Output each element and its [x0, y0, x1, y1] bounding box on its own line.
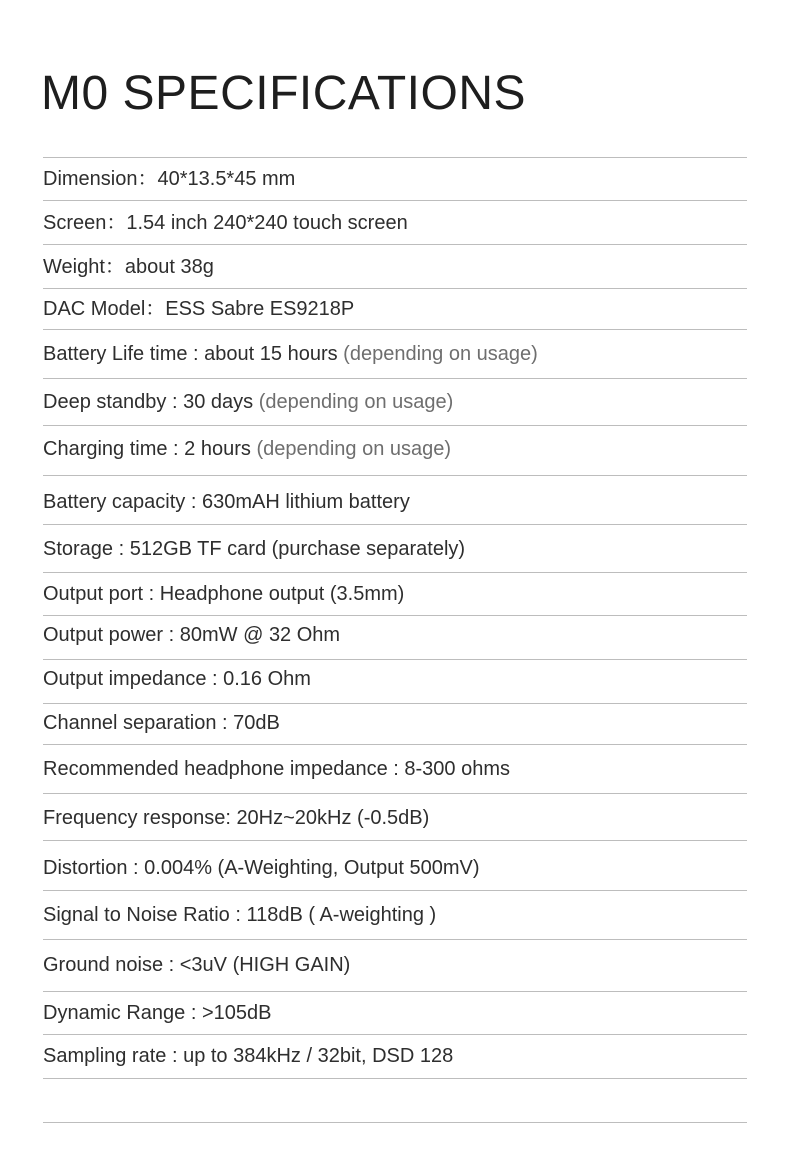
- spec-text: Battery Life time : about 15 hours: [43, 343, 344, 365]
- spec-text: Storage : 512GB TF card (purchase separately): [43, 538, 466, 560]
- divider: [43, 890, 747, 891]
- divider: [43, 840, 747, 841]
- spec-frequency-response: [43, 806, 747, 830]
- spec-storage: [43, 537, 747, 561]
- spec-note: (depending on usage): [256, 438, 452, 460]
- spec-headphone-impedance: [43, 757, 747, 781]
- divider: [43, 157, 747, 158]
- divider: [43, 1034, 747, 1035]
- spec-output-port: [43, 582, 747, 606]
- spec-channel-separation: [43, 711, 747, 735]
- spec-text: Dimension：40*13.5*45 mm: [43, 168, 296, 190]
- spec-deep-standby: [43, 390, 747, 414]
- divider: [43, 659, 747, 660]
- spec-sampling-rate: [43, 1044, 747, 1068]
- page-title: M0 SPECIFICATIONS: [41, 67, 527, 120]
- divider: [43, 200, 747, 201]
- spec-text: Dynamic Range : >105dB: [43, 1002, 272, 1024]
- spec-text: Recommended headphone impedance : 8-300 ohms: [43, 758, 510, 780]
- divider: [43, 572, 747, 573]
- divider: [43, 378, 747, 379]
- spec-battery-capacity: [43, 490, 747, 514]
- divider: [43, 991, 747, 992]
- divider: [43, 288, 747, 289]
- divider: [43, 1122, 747, 1123]
- divider: [43, 475, 747, 476]
- divider: [43, 703, 747, 704]
- spec-screen: [43, 211, 747, 235]
- spec-distortion: [43, 856, 747, 880]
- spec-text: Charging time : 2 hours: [43, 438, 257, 460]
- divider: [43, 615, 747, 616]
- spec-text: Sampling rate : up to 384kHz / 32bit, DSD 128: [43, 1045, 454, 1067]
- spec-text: Deep standby : 30 days: [43, 391, 259, 413]
- divider: [43, 244, 747, 245]
- spec-charging-time: [43, 437, 747, 461]
- divider: [43, 425, 747, 426]
- spec-ground-noise: [43, 953, 747, 977]
- divider: [43, 524, 747, 525]
- spec-output-impedance: [43, 667, 747, 691]
- spec-text: Distortion : 0.004% (A-Weighting, Output 500mV): [43, 857, 480, 879]
- spec-note: (depending on usage): [258, 391, 454, 413]
- spec-text: Battery capacity : 630mAH lithium battery: [43, 491, 410, 513]
- spec-text: Output impedance : 0.16 Ohm: [43, 668, 311, 690]
- divider: [43, 1078, 747, 1079]
- spec-dac-model: [43, 297, 747, 321]
- divider: [43, 939, 747, 940]
- spec-snr: [43, 903, 747, 927]
- spec-text: Weight：about 38g: [43, 256, 214, 278]
- divider: [43, 329, 747, 330]
- spec-dimension: [43, 167, 747, 191]
- spec-text: Signal to Noise Ratio : 118dB ( A-weighting ): [43, 904, 437, 926]
- spec-text: Ground noise : <3uV (HIGH GAIN): [43, 954, 351, 976]
- spec-weight: [43, 255, 747, 279]
- spec-note: (depending on usage): [343, 343, 538, 365]
- divider: [43, 744, 747, 745]
- spec-dynamic-range: [43, 1001, 747, 1025]
- spec-text: Output power : 80mW @ 32 Ohm: [43, 624, 341, 646]
- spec-text: Channel separation : 70dB: [43, 712, 280, 734]
- spec-battery-life: [43, 342, 747, 366]
- spec-text: Screen：1.54 inch 240*240 touch screen: [43, 212, 408, 234]
- divider: [43, 793, 747, 794]
- spec-text: Frequency response: 20Hz~20kHz (-0.5dB): [43, 807, 430, 829]
- spec-text: DAC Model：ESS Sabre ES9218P: [43, 298, 355, 320]
- spec-output-power: [43, 623, 747, 647]
- spec-text: Output port : Headphone output (3.5mm): [43, 583, 405, 605]
